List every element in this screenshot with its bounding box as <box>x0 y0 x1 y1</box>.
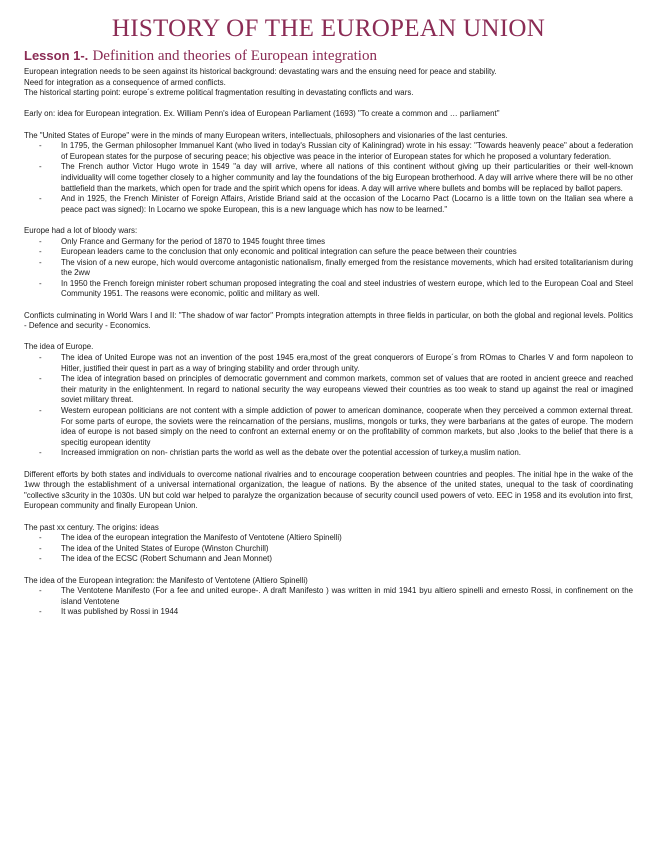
intro-line: Need for integration as a consequence of armed conflicts. <box>24 77 226 87</box>
conflicts-paragraph: Conflicts culminating in World Wars I and II: "The shadow of war factor" Prompts integration attempts in three fields in particular, on both the global and regional levels. Politics - Defence and security - Economics. <box>24 310 633 331</box>
list-item: - The Ventotene Manifesto (For a fee and united europe-. A draft Manifesto ) was written in mid 1941 byu altiero spinelli and ernesto Rossi, in confinement on the island Ventotene <box>24 586 633 607</box>
efforts-paragraph: Different efforts by both states and individuals to overcome national rivalries and to encourage cooperation between countries and peoples. The initial hpe in the wake of the 1ww through the establishment of a universal international organization, the league of nations. By the absence of the united states, unequal to the task of coordinating "collective s3curity in the 1030s. UN but cold war helped to paralyze the organization because of security council used powers of veto. EEC in 1958 and its evolution into first, European community and finally European Union. <box>24 469 633 511</box>
list-item: - The vision of a new europe, hich would overcome antagonistic nationalism, finally emerged from the resistance movements, which had ersited totalitarianism during the 2ww <box>24 258 633 279</box>
wars-list <box>24 237 633 301</box>
idea-intro: The idea of Europe. <box>24 342 94 352</box>
list-item: - And in 1925, the French Minister of Foreign Affairs, Aristide Briand said at the occasion of the Locarno Pact (Locarno is a little town on the Italian sea where a peace pact was signed): In Locarno we spoke European, this is a new language which has now to be learned." <box>24 194 633 215</box>
idea-list <box>24 353 633 459</box>
list-item: - Only France and Germany for the period of 1870 to 1945 fought three times <box>24 237 633 248</box>
wars-intro: Europe had a lot of bloody wars: <box>24 225 138 235</box>
lesson-number: Lesson 1-. <box>24 48 89 63</box>
list-item: - The French author Victor Hugo wrote in 1549 "a day will arrive, where all nations of this continent without giving up their particularities or their well-known individuality will come together closely to a higher community and lay the foundations of the big European brotherhood. A day will arrive where there will be no other battlefield than the markets, which open for trade and the spirit which opens for ideas. A day will arrive where bullets and bombs will be replaced by ballot papers. <box>24 162 633 194</box>
list-item: - In 1795, the German philosopher Immanuel Kant (who lived in today's Russian city of Kaliningrad) wrote in his essay: "Towards heavenly peace" about a federation of European states for the purpose of securing peace; his objective was peace in the interior of European states for which he proposed a voluntary federation. <box>24 141 633 162</box>
early-idea-paragraph: Early on: idea for European integration. Ex. William Penn's idea of European Parliament (1693) "To create a common and … parliament" <box>24 109 500 119</box>
lesson-title: Definition and theories of European integration <box>92 48 377 64</box>
list-item: - The idea of the ECSC (Robert Schumann and Jean Monnet) <box>24 554 633 565</box>
intro-line: European integration needs to be seen against its historical background: devastating wars and the ensuing need for peace and stability. <box>24 67 497 76</box>
manifesto-intro: The idea of the European integration: the Manifesto of Ventotene (Altiero Spinelli) <box>24 575 308 585</box>
manifesto-list <box>24 586 633 618</box>
list-item: - The idea of United Europe was not an invention of the post 1945 era,most of the great conquerors of Europe´s from ROmas to Charles V and form napoleon to Hitler, justified their quest in part as a way of bringing stability and order through unity. <box>24 353 633 374</box>
past-list <box>24 533 633 565</box>
list-item: - The idea of integration based on principles of democratic government and common markets, common set of values that are rooted in ancient greece and reached their maturity in the enlightenment. In regard to national security the way europeans viewed their countries as too weak to stand up against the real or imagined soviet military threat. <box>24 374 633 406</box>
document-title: HISTORY OF THE EUROPEAN UNION <box>111 15 546 42</box>
list-item: - The idea of the european integration the Manifesto of Ventotene (Altiero Spinelli) <box>24 533 633 544</box>
list-item: - European leaders came to the conclusion that only economic and political integration can sefure the peace between their countries <box>24 247 633 258</box>
list-item: - It was published by Rossi in 1944 <box>24 607 633 618</box>
list-item: - Increased immigration on non- christian parts the world as well as the debate over the potential accession of turkey,a muslim nation. <box>24 448 633 459</box>
usoe-list <box>24 141 633 215</box>
lesson-heading <box>24 47 633 65</box>
usoe-intro: The "United States of Europe" were in the minds of many European writers, intellectuals, philosophers and visionaries of the last centuries. <box>24 130 508 140</box>
list-item: - In 1950 the French foreign minister robert schuman proposed integrating the coal and steel industries of western europe, which led to the European Coal and Steel Community 1951. The reasons were economic, politic and military as well. <box>24 279 633 300</box>
past-intro: The past xx century. The origins: ideas <box>24 522 159 532</box>
list-item: - Western european politicians are not content with a simple addiction of power to american dominance, cooperate when they perceived a common external threat. For some parts of europe, the soviets were the reincarnation of the persians, muslims, mongols or turks, they were barbarians at the gates of europe. The modern idea of europe is not based simply on the need to confront an external enemy or on the profitability of common markets, but also ,looks to the belief that there is a specitig european identity <box>24 406 633 448</box>
intro-line: The historical starting point: europe´s extreme political fragmentation resulting in devastating conflicts and wars. <box>24 88 414 98</box>
list-item: - The idea of the United States of Europe (Winston Churchill) <box>24 544 633 555</box>
